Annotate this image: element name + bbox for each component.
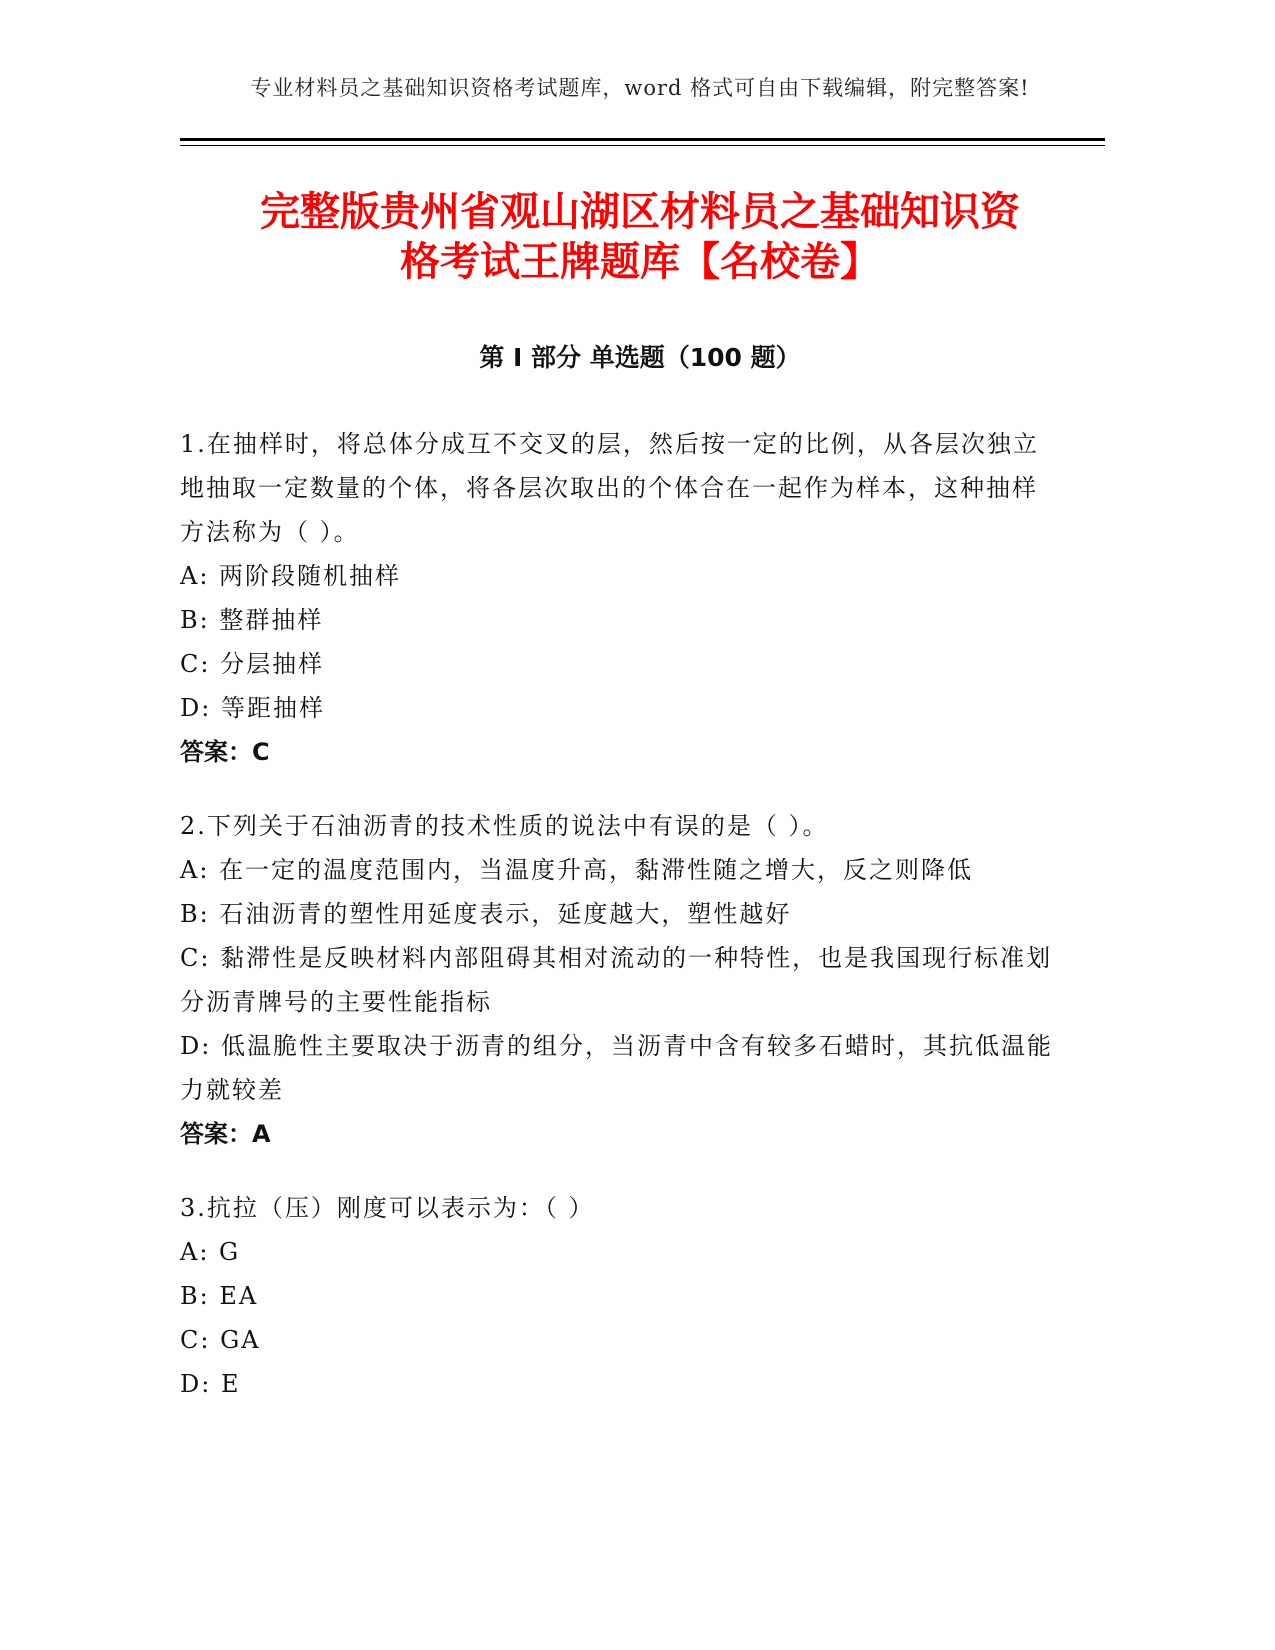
option-text: 等距抽样: [220, 694, 325, 722]
option-d: [180, 1362, 1060, 1406]
answer-label: 答案：: [180, 1120, 252, 1148]
option-label: A:: [180, 1238, 220, 1266]
option-text: 分层抽样: [220, 650, 325, 678]
option-label: C:: [180, 1326, 221, 1354]
option-c: [180, 1318, 1060, 1362]
question-2: [180, 804, 1060, 1156]
option-text: G: [219, 1238, 241, 1266]
option-label: C:: [180, 650, 221, 678]
option-text: EA: [219, 1282, 259, 1310]
option-d: [180, 1024, 1060, 1112]
option-text: 两阶段随机抽样: [219, 562, 402, 590]
option-label: A:: [180, 562, 220, 590]
title-line-1: 完整版贵州省观山湖区材料员之基础知识资: [260, 189, 1020, 235]
option-text: 整群抽样: [219, 606, 324, 634]
question-list: [180, 422, 1060, 1436]
option-label: C:: [180, 944, 221, 972]
question-3: [180, 1186, 1060, 1406]
option-label: D:: [180, 1370, 221, 1398]
section-heading: 第 I 部分 单选题（100 题）: [479, 343, 801, 372]
option-label: A:: [180, 856, 220, 884]
option-text: 低温脆性主要取决于沥青的组分，当沥青中含有较多石蜡时，其抗低温能力就较差: [180, 1032, 1053, 1104]
answer: [180, 1112, 1060, 1156]
option-label: D:: [180, 1032, 221, 1060]
option-label: B:: [180, 1282, 220, 1310]
answer-value: C: [252, 738, 270, 766]
option-text: 石油沥青的塑性用延度表示，延度越大，塑性越好: [219, 900, 792, 928]
document-title: [185, 187, 1095, 287]
answer-label: 答案：: [180, 738, 252, 766]
header-rule-thick: [180, 138, 1105, 141]
header-note: 专业材料员之基础知识资格考试题库，word 格式可自由下载编辑，附完整答案!: [250, 76, 1030, 100]
option-text: 在一定的温度范围内，当温度升高，黏滞性随之增大，反之则降低: [219, 856, 974, 884]
option-c: [180, 642, 1060, 686]
question-1: [180, 422, 1060, 774]
title-line-2: 格考试王牌题库【名校卷】: [400, 239, 880, 285]
answer-value: A: [252, 1120, 271, 1148]
answer: [180, 730, 1060, 774]
option-c: [180, 936, 1060, 1024]
option-text: 黏滞性是反映材料内部阻碍其相对流动的一种特性，也是我国现行标准划分沥青牌号的主要性能指标: [180, 944, 1053, 1016]
option-b: [180, 598, 1060, 642]
question-stem: 2.下列关于石油沥青的技术性质的说法中有误的是（ ）。: [180, 812, 829, 840]
option-label: B:: [180, 900, 220, 928]
option-d: [180, 686, 1060, 730]
option-label: D:: [180, 694, 221, 722]
option-b: [180, 1274, 1060, 1318]
question-stem: 3.抗拉（压）刚度可以表示为：（ ）: [180, 1194, 595, 1222]
option-label: B:: [180, 606, 220, 634]
option-a: [180, 1230, 1060, 1274]
question-stem: 1.在抽样时，将总体分成互不交叉的层，然后按一定的比例，从各层次独立地抽取一定数量的个体，将各层次取出的个体合在一起作为样本，这种抽样方法称为（ ）。: [180, 430, 1039, 546]
option-text: GA: [220, 1326, 261, 1354]
option-a: [180, 848, 1060, 892]
option-text: E: [220, 1370, 241, 1398]
option-a: [180, 554, 1060, 598]
option-b: [180, 892, 1060, 936]
header-rule-thin: [180, 145, 1105, 146]
